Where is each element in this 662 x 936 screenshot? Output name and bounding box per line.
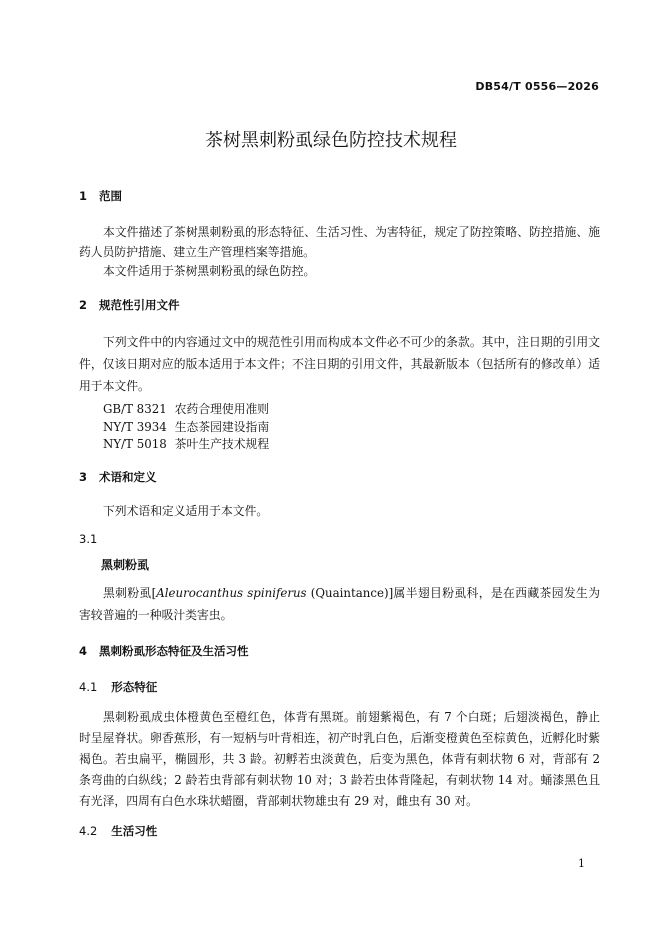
section-heading-4: [79, 643, 249, 659]
normative-references-paragraph: 下列文件中的内容通过文中的规范性引用而构成本文件必不可少的条款。其中，注日期的引用文件，仅该日期对应的版本适用于本文件；不注日期的引用文件，其最新版本（包括所有的修改单）适用于本文件。: [79, 335, 600, 393]
section-heading-3: [79, 469, 157, 485]
terms-paragraph: 下列术语和定义适用于本文件。: [103, 504, 269, 518]
page-number: 1: [578, 857, 585, 870]
reference-name: 农药合理使用准则: [174, 402, 270, 416]
reference-code: NY/T 5018: [103, 437, 167, 451]
reference-item: [103, 435, 269, 452]
section-title: 范围: [99, 189, 123, 203]
definition-text-start: 黑刺粉虱[: [103, 586, 157, 600]
reference-code: GB/T 8321: [103, 402, 167, 416]
section-number: 2: [79, 298, 88, 312]
section-heading-1: [79, 188, 122, 204]
reference-item: [103, 418, 269, 435]
subsection-heading-4-1: [79, 679, 157, 695]
term-definition: [79, 582, 600, 626]
section-number: 1: [79, 189, 88, 203]
subsection-title: 形态特征: [111, 680, 158, 694]
section-title: 术语和定义: [99, 470, 157, 484]
reference-item: [103, 400, 269, 417]
subsection-number: 4.1: [79, 680, 98, 694]
term-name: 黑刺粉虱: [101, 558, 150, 572]
section-number: 4: [79, 644, 88, 658]
reference-code: NY/T 3934: [103, 420, 167, 434]
reference-name: 生态茶园建设指南: [174, 420, 270, 434]
document-title: 茶树黑刺粉虱绿色防控技术规程: [205, 130, 457, 151]
section-number: 3: [79, 470, 88, 484]
subsection-number-3-1: 3.1: [79, 532, 98, 546]
latin-name: Aleurocanthus spiniferus: [156, 586, 307, 600]
scope-paragraph-2: 本文件适用于茶树黑刺粉虱的绿色防控。: [103, 264, 316, 278]
section-title: 规范性引用文件: [99, 298, 180, 312]
scope-paragraph-1: 本文件描述了茶树黑刺粉虱的形态特征、生活习性、为害特征，规定了防控策略、防控措施、施药人员防护措施、建立生产管理档案等措施。: [79, 225, 600, 259]
definition-text-end: (Quaintance)]属半翅目粉虱科，是在西藏茶园发生为害较普遍的一种吸汁类害虫。: [79, 586, 600, 622]
reference-name: 茶叶生产技术规程: [174, 437, 270, 451]
subsection-number: 4.2: [79, 824, 98, 838]
section-heading-2: [79, 297, 180, 313]
section-title: 黑刺粉虱形态特征及生活习性: [99, 644, 249, 658]
document-code: DB54/T 0556—2026: [475, 80, 599, 93]
morphology-paragraph: 黑刺粉虱成虫体橙黄色至橙红色，体背有黑斑。前翅紫褐色，有 7 个白斑；后翅淡褐色，静止时呈屋脊状。卵香蕉形，有一短柄与叶背相连，初产时乳白色，后渐变橙黄色至棕黄色，近孵化时紫褐色。若虫扁平，椭圆形，共 3 龄。初孵若虫淡黄色，后变为黑色，体背有刺状物 6 对，背部有 2 条弯曲的白纵线；2 龄若虫背部有刺状物 10 对；3 龄若虫体背隆起，有刺状物 14 对。蛹漆黑色且有光泽，四周有白色水珠状蜡圈，背部刺状物雄虫有 29 对，雌虫有 30 对。: [79, 710, 600, 808]
subsection-title: 生活习性: [111, 824, 158, 838]
subsection-heading-4-2: [79, 823, 157, 839]
